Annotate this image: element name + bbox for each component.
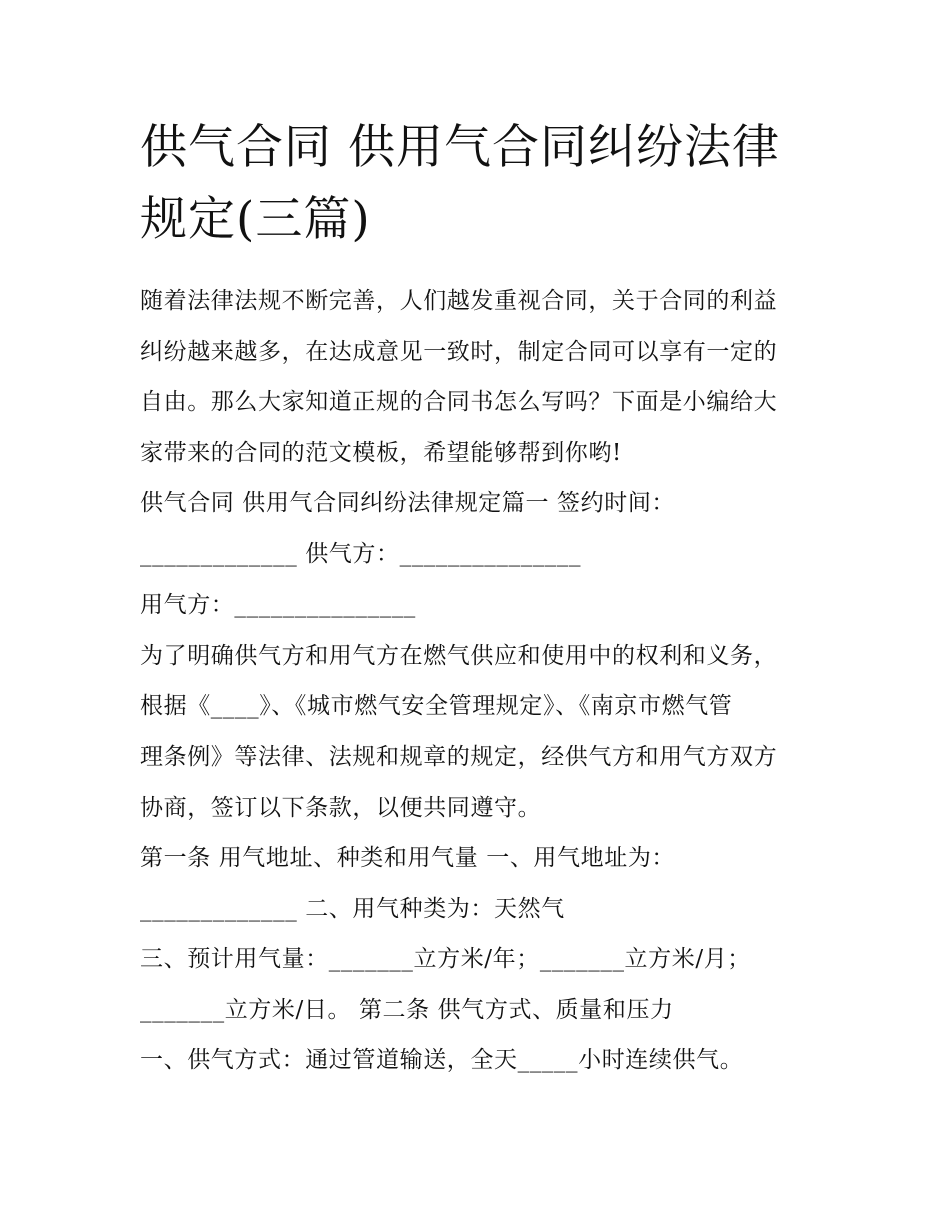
body-line-12: 第一条 用气地址、种类和用气量 一、用气地址为： <box>140 845 676 871</box>
body-line-15: _______立方米/日。 第二条 供气方式、质量和压力 <box>140 997 674 1023</box>
title-line-2: 规定(三篇) <box>140 192 371 247</box>
body-line-11: 协商，签订以下条款，以便共同遵守。 <box>140 795 542 821</box>
body-line-8: 为了明确供气方和用气方在燃气供应和使用中的权利和义务， <box>140 643 778 669</box>
document-title <box>140 112 830 256</box>
body-line-9: 根据《____》、《城市燃气安全管理规定》、《南京市燃气管 <box>140 693 733 719</box>
body-line-4: 家带来的合同的范文模板，希望能够帮到你哟! <box>140 440 622 466</box>
body-line-13: _____________ 二、用气种类为：天然气 <box>140 896 565 922</box>
body-line-7: 用气方：_______________ <box>140 592 416 618</box>
body-line-2: 纠纷越来越多，在达成意见一致时，制定合同可以享有一定的 <box>140 339 778 365</box>
body-line-14: 三、预计用气量：_______立方米/年；_______立方米/月； <box>140 946 751 972</box>
body-line-6: _____________ 供气方：_______________ <box>140 541 582 567</box>
body-line-3: 自由。那么大家知道正规的合同书怎么写吗？下面是小编给大 <box>140 389 778 415</box>
body-line-10: 理条例》等法律、法规和规章的规定，经供气方和用气方双方 <box>140 744 778 770</box>
body-line-1: 随着法律法规不断完善，人们越发重视合同，关于合同的利益 <box>140 288 778 314</box>
body-line-5: 供气合同 供用气合同纠纷法律规定篇一 签约时间： <box>140 490 676 516</box>
body-line-16: 一、供气方式：通过管道输送，全天_____小时连续供气。 <box>140 1047 744 1073</box>
title-line-1: 供气合同 供用气合同纠纷法律 <box>140 120 780 175</box>
